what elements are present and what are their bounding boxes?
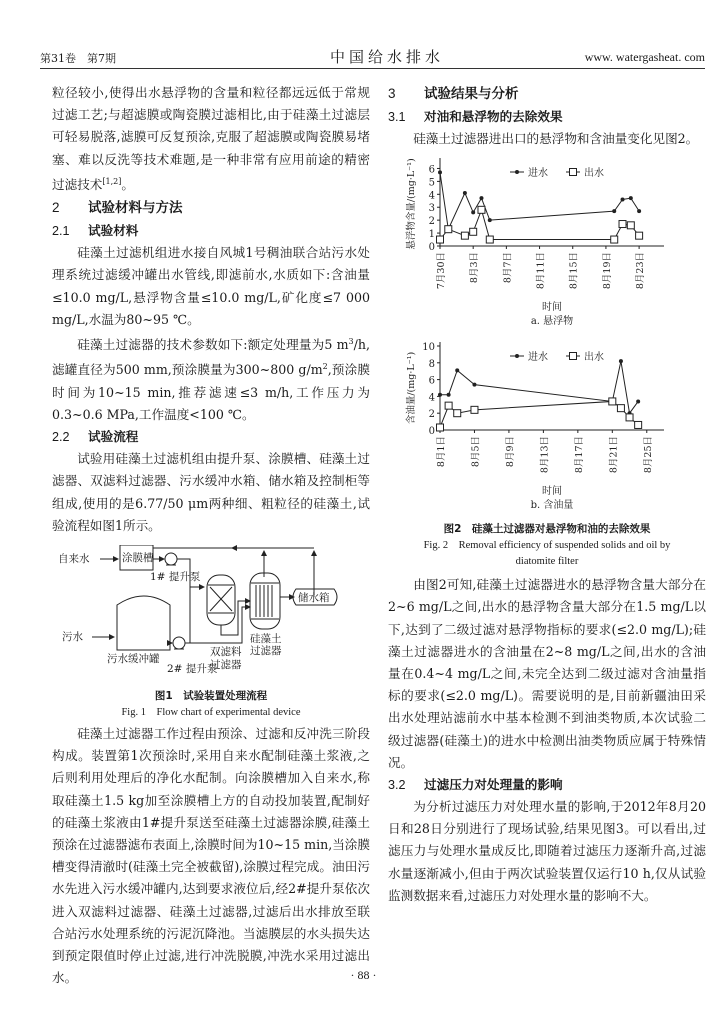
data-point-outlet xyxy=(461,232,468,239)
y-axis-label: 含油量/(mg·L⁻¹) xyxy=(406,352,417,425)
x-tick-label: 8月5日 xyxy=(470,436,482,468)
paragraph: 由图2可知,硅藻土过滤器进水的悬浮物含量大部分在2~6 mg/L之间,出水的悬浮物含量大部分在1.5 mg/L以下,达到了二级过滤对悬浮物指标的要求(≤2.0 mg/L);硅藻土过滤器进水的含油量在2~8 mg/L之间,出水的含油量在0.4~4 mg/L之间,未完全达到二级过滤对含油量指标的要求(≤2.0 mg/L)。需要说明的是,目前新疆油田采出水处理站滤前水中基本检测不到油类物质,本次试验二级过滤器(硅藻土)的进水中检测出油类物质应属于特殊情况。 xyxy=(388,577,706,770)
data-point-inlet xyxy=(455,369,459,373)
paragraph: 硅藻土过滤机组进水接自风城1号稠油联合站污水处理系统过滤缓冲罐出水管线,即滤前水,水质如下:含油量≤10.0 mg/L,悬浮物含量≤10.0 mg/L,矿化度≤7 000 mg/L,水温为80~95 ℃。 xyxy=(52,245,370,327)
x-tick-label: 8月17日 xyxy=(573,436,585,474)
subsection-heading: 3.2 过滤压力对处理量的影响 xyxy=(388,777,563,793)
data-point-inlet xyxy=(488,218,492,222)
data-point-inlet xyxy=(612,209,616,213)
legend-inlet-label: 进水 xyxy=(528,352,548,364)
y-tick-label: 0 xyxy=(428,242,435,254)
x-tick-label: 8月25日 xyxy=(642,436,654,474)
data-point-outlet xyxy=(617,405,624,412)
legend-outlet-marker xyxy=(570,169,577,176)
series-line-inlet xyxy=(440,173,639,230)
data-point-outlet xyxy=(437,236,444,243)
figure-1-caption-cn: 图1 试验装置处理流程 xyxy=(154,690,268,703)
left-column xyxy=(52,82,370,989)
x-axis-label: 时间 xyxy=(542,302,562,314)
data-point-inlet xyxy=(463,191,467,195)
data-point-inlet xyxy=(438,393,442,397)
data-point-outlet xyxy=(609,398,616,405)
diatomite-filter-label-1: 硅藻土 xyxy=(250,633,282,646)
x-tick-label: 8月13日 xyxy=(539,436,551,474)
dual-filter-label-2: 过滤器 xyxy=(210,659,242,672)
paragraph: 为分析过滤压力对处理水量的影响,于2012年8月20日和28日分别进行了现场试验,结果见图3。可以看出,过滤压力与处理水量成反比,即随着过滤压力逐渐升高,过滤水量逐渐减小,但由于两次试验装置仅运行10 h,仅从试验监测数据来看,过滤压力对处理水量的影响不大。 xyxy=(388,799,706,903)
data-point-outlet xyxy=(470,228,477,235)
data-point-outlet xyxy=(445,226,452,233)
data-point-inlet xyxy=(447,393,451,397)
journal-title: 中国给水排水 xyxy=(330,48,445,66)
data-point-outlet xyxy=(471,407,478,414)
data-point-outlet xyxy=(454,410,461,417)
y-tick-label: 0 xyxy=(428,426,435,438)
data-point-inlet xyxy=(438,171,442,175)
figure-1-caption-en: Fig. 1 Flow chart of experimental device xyxy=(121,707,301,719)
data-point-outlet xyxy=(635,422,642,429)
x-axis-label: 时间 xyxy=(542,486,562,498)
diatomite-filter-label-2: 过滤器 xyxy=(250,645,282,658)
legend-outlet-label: 出水 xyxy=(584,352,604,364)
y-tick-label: 4 xyxy=(428,190,435,202)
y-tick-label: 2 xyxy=(428,216,435,228)
sewage-buffer-tank xyxy=(117,596,170,650)
figure-2-caption-en-1: Fig. 2 Removal efficiency of suspended solids and oil by xyxy=(423,540,671,552)
subsection-heading: 3.1 对油和悬浮物的去除效果 xyxy=(388,109,563,124)
data-point-outlet xyxy=(445,402,452,409)
storage-tank-label: 储水箱 xyxy=(298,592,330,605)
data-point-inlet xyxy=(471,211,475,215)
y-tick-label: 4 xyxy=(428,392,435,404)
x-tick-label: 8月11日 xyxy=(535,252,547,290)
figure-2b-chart xyxy=(388,338,706,516)
chart-subtitle: b. 含油量 xyxy=(530,500,574,512)
pump-1 xyxy=(165,553,177,565)
y-tick-label: 6 xyxy=(428,375,435,387)
x-tick-label: 8月1日 xyxy=(436,436,447,468)
tap-water-label: 自来水 xyxy=(58,553,90,566)
x-tick-label: 8月19日 xyxy=(601,252,613,290)
paragraph: 硅藻土过滤器工作过程由预涂、过滤和反冲洗三阶段构成。装置第1次预涂时,采用自来水配制硅藻土浆液,之后则利用处理后的净化水配制。向涂膜槽加入自来水,称取硅藻土1.5 kg加至涂膜槽上方的自动投加装置,配制好的硅藻土浆液由1#提升泵送至硅藻土过滤器涂膜,硅藻土预涂在过滤器滤布表面上,涂膜时间为10~15 min,当涂膜槽变得清澈时(硅藻土完全被截留),涂膜过程完成。油田污水先进入污水缓冲罐内,达到要求液位后,经2#提升泵依次进入双滤料过滤器、硅藻土过滤器,过滤后出水排放至联合站污水处理系统的污泥沉降池。当滤膜层的水头损失达到预定限值时停止过滤,进行冲洗脱膜,冲洗水采用过滤出水。 xyxy=(52,726,370,986)
volume-issue: 第31卷 第7期 xyxy=(40,52,116,65)
subsection-heading: 2.1 试验材料 xyxy=(52,223,139,239)
pump-2-label: 2# 提升泵 xyxy=(167,663,218,676)
data-point-outlet xyxy=(626,414,633,421)
data-point-outlet xyxy=(636,232,643,239)
data-point-outlet xyxy=(627,222,634,229)
sewage-label: 污水 xyxy=(62,631,83,644)
y-tick-label: 3 xyxy=(428,203,435,215)
data-point-inlet xyxy=(636,400,640,404)
figure-2a-chart xyxy=(388,154,706,332)
data-point-inlet xyxy=(637,209,641,213)
legend-inlet-marker xyxy=(515,354,519,358)
journal-website[interactable]: www. watergasheat. com xyxy=(584,50,705,64)
data-point-inlet xyxy=(621,198,625,202)
figure-2-caption-en-2: diatomite filter xyxy=(515,556,579,568)
paragraph: 试验用硅藻土过滤机组由提升泵、涂膜槽、硅藻土过滤器、双滤料过滤器、污水缓冲水箱、储水箱及控制柜等组成,使用的是6.77/50 μm两种细、粗粒径的硅藻土,试验流程如图1所示。 xyxy=(52,451,370,533)
x-tick-label: 7月30日 xyxy=(436,252,447,290)
citation[interactable]: [1,2] xyxy=(102,176,122,186)
legend-outlet-label: 出水 xyxy=(584,168,604,180)
running-header xyxy=(40,46,705,68)
chart-svg-1 xyxy=(388,338,706,516)
data-point-outlet xyxy=(478,207,485,214)
data-point-outlet xyxy=(619,221,626,228)
paragraph: 硅藻土过滤器进出口的悬浮物和含油量变化见图2。 xyxy=(413,131,699,146)
data-point-inlet xyxy=(619,359,623,363)
x-tick-label: 8月23日 xyxy=(635,252,647,290)
diatomite-filter xyxy=(250,573,280,629)
y-tick-label: 5 xyxy=(428,177,435,189)
y-tick-label: 10 xyxy=(422,342,435,354)
paragraph: 硅藻土过滤器的技术参数如下:额定处理量为5 $m^3/h$,滤罐直径为500 mm,预涂膜量为300~800 $g/m^2$,预涂膜时间为10~15 min,推荐滤速≤3 m/h,工作压力为0.3~0.6 MPa,工作温度<100 ℃。 xyxy=(52,337,370,422)
right-column xyxy=(388,82,706,907)
x-tick-label: 8月15日 xyxy=(568,252,580,290)
y-tick-label: 1 xyxy=(428,229,435,241)
dual-filter-label-1: 双滤料 xyxy=(210,646,242,659)
pump-2 xyxy=(173,637,185,649)
section-heading: 3 试验结果与分析 xyxy=(388,86,519,102)
paragraph: 粒径较小,使得出水悬浮物的含量和粒径都远远低于常规过滤工艺;与超滤膜或陶瓷膜过滤相比,由于硅藻土过滤层可轻易脱落,滤膜可反复预涂,克服了超滤膜或陶瓷膜易堵塞、难以反洗等技术难题,是一种非常有应用前途的精密过滤技术[1,2]。 xyxy=(52,85,370,192)
data-point-outlet xyxy=(437,424,444,431)
data-point-inlet xyxy=(472,383,476,387)
data-point-inlet xyxy=(629,196,633,200)
x-tick-label: 8月9日 xyxy=(504,436,516,468)
figure-1-flowchart xyxy=(52,545,370,723)
section-heading: 2 试验材料与方法 xyxy=(52,200,183,217)
legend-inlet-label: 进水 xyxy=(528,168,548,180)
x-tick-label: 8月7日 xyxy=(502,252,514,284)
data-point-inlet xyxy=(479,196,483,200)
legend-inlet-marker xyxy=(515,170,519,174)
data-point-outlet xyxy=(611,236,618,243)
y-tick-label: 8 xyxy=(428,359,435,371)
data-point-outlet xyxy=(486,236,493,243)
y-axis-label: 悬浮物含量/(mg·L⁻¹) xyxy=(406,158,417,250)
dual-media-filter xyxy=(207,575,235,625)
x-tick-label: 8月21日 xyxy=(608,436,620,474)
header-divider xyxy=(40,68,705,69)
sewage-buffer-label: 污水缓冲罐 xyxy=(107,653,160,666)
subsection-heading: 2.2 试验流程 xyxy=(52,429,139,445)
figure-2-caption-cn: 图2 硅藻土过滤器对悬浮物和油的去除效果 xyxy=(443,523,651,536)
page-number: · 88 · xyxy=(350,968,377,982)
x-tick-label: 8月3日 xyxy=(469,252,481,284)
chart-svg-0 xyxy=(388,154,706,332)
chart-subtitle: a. 悬浮物 xyxy=(530,316,574,328)
y-tick-label: 2 xyxy=(428,409,435,421)
coating-tank-label: 涂膜槽 xyxy=(122,552,154,565)
y-tick-label: 6 xyxy=(428,164,435,176)
legend-outlet-marker xyxy=(570,353,577,360)
pump-1-label: 1# 提升泵 xyxy=(150,571,201,584)
